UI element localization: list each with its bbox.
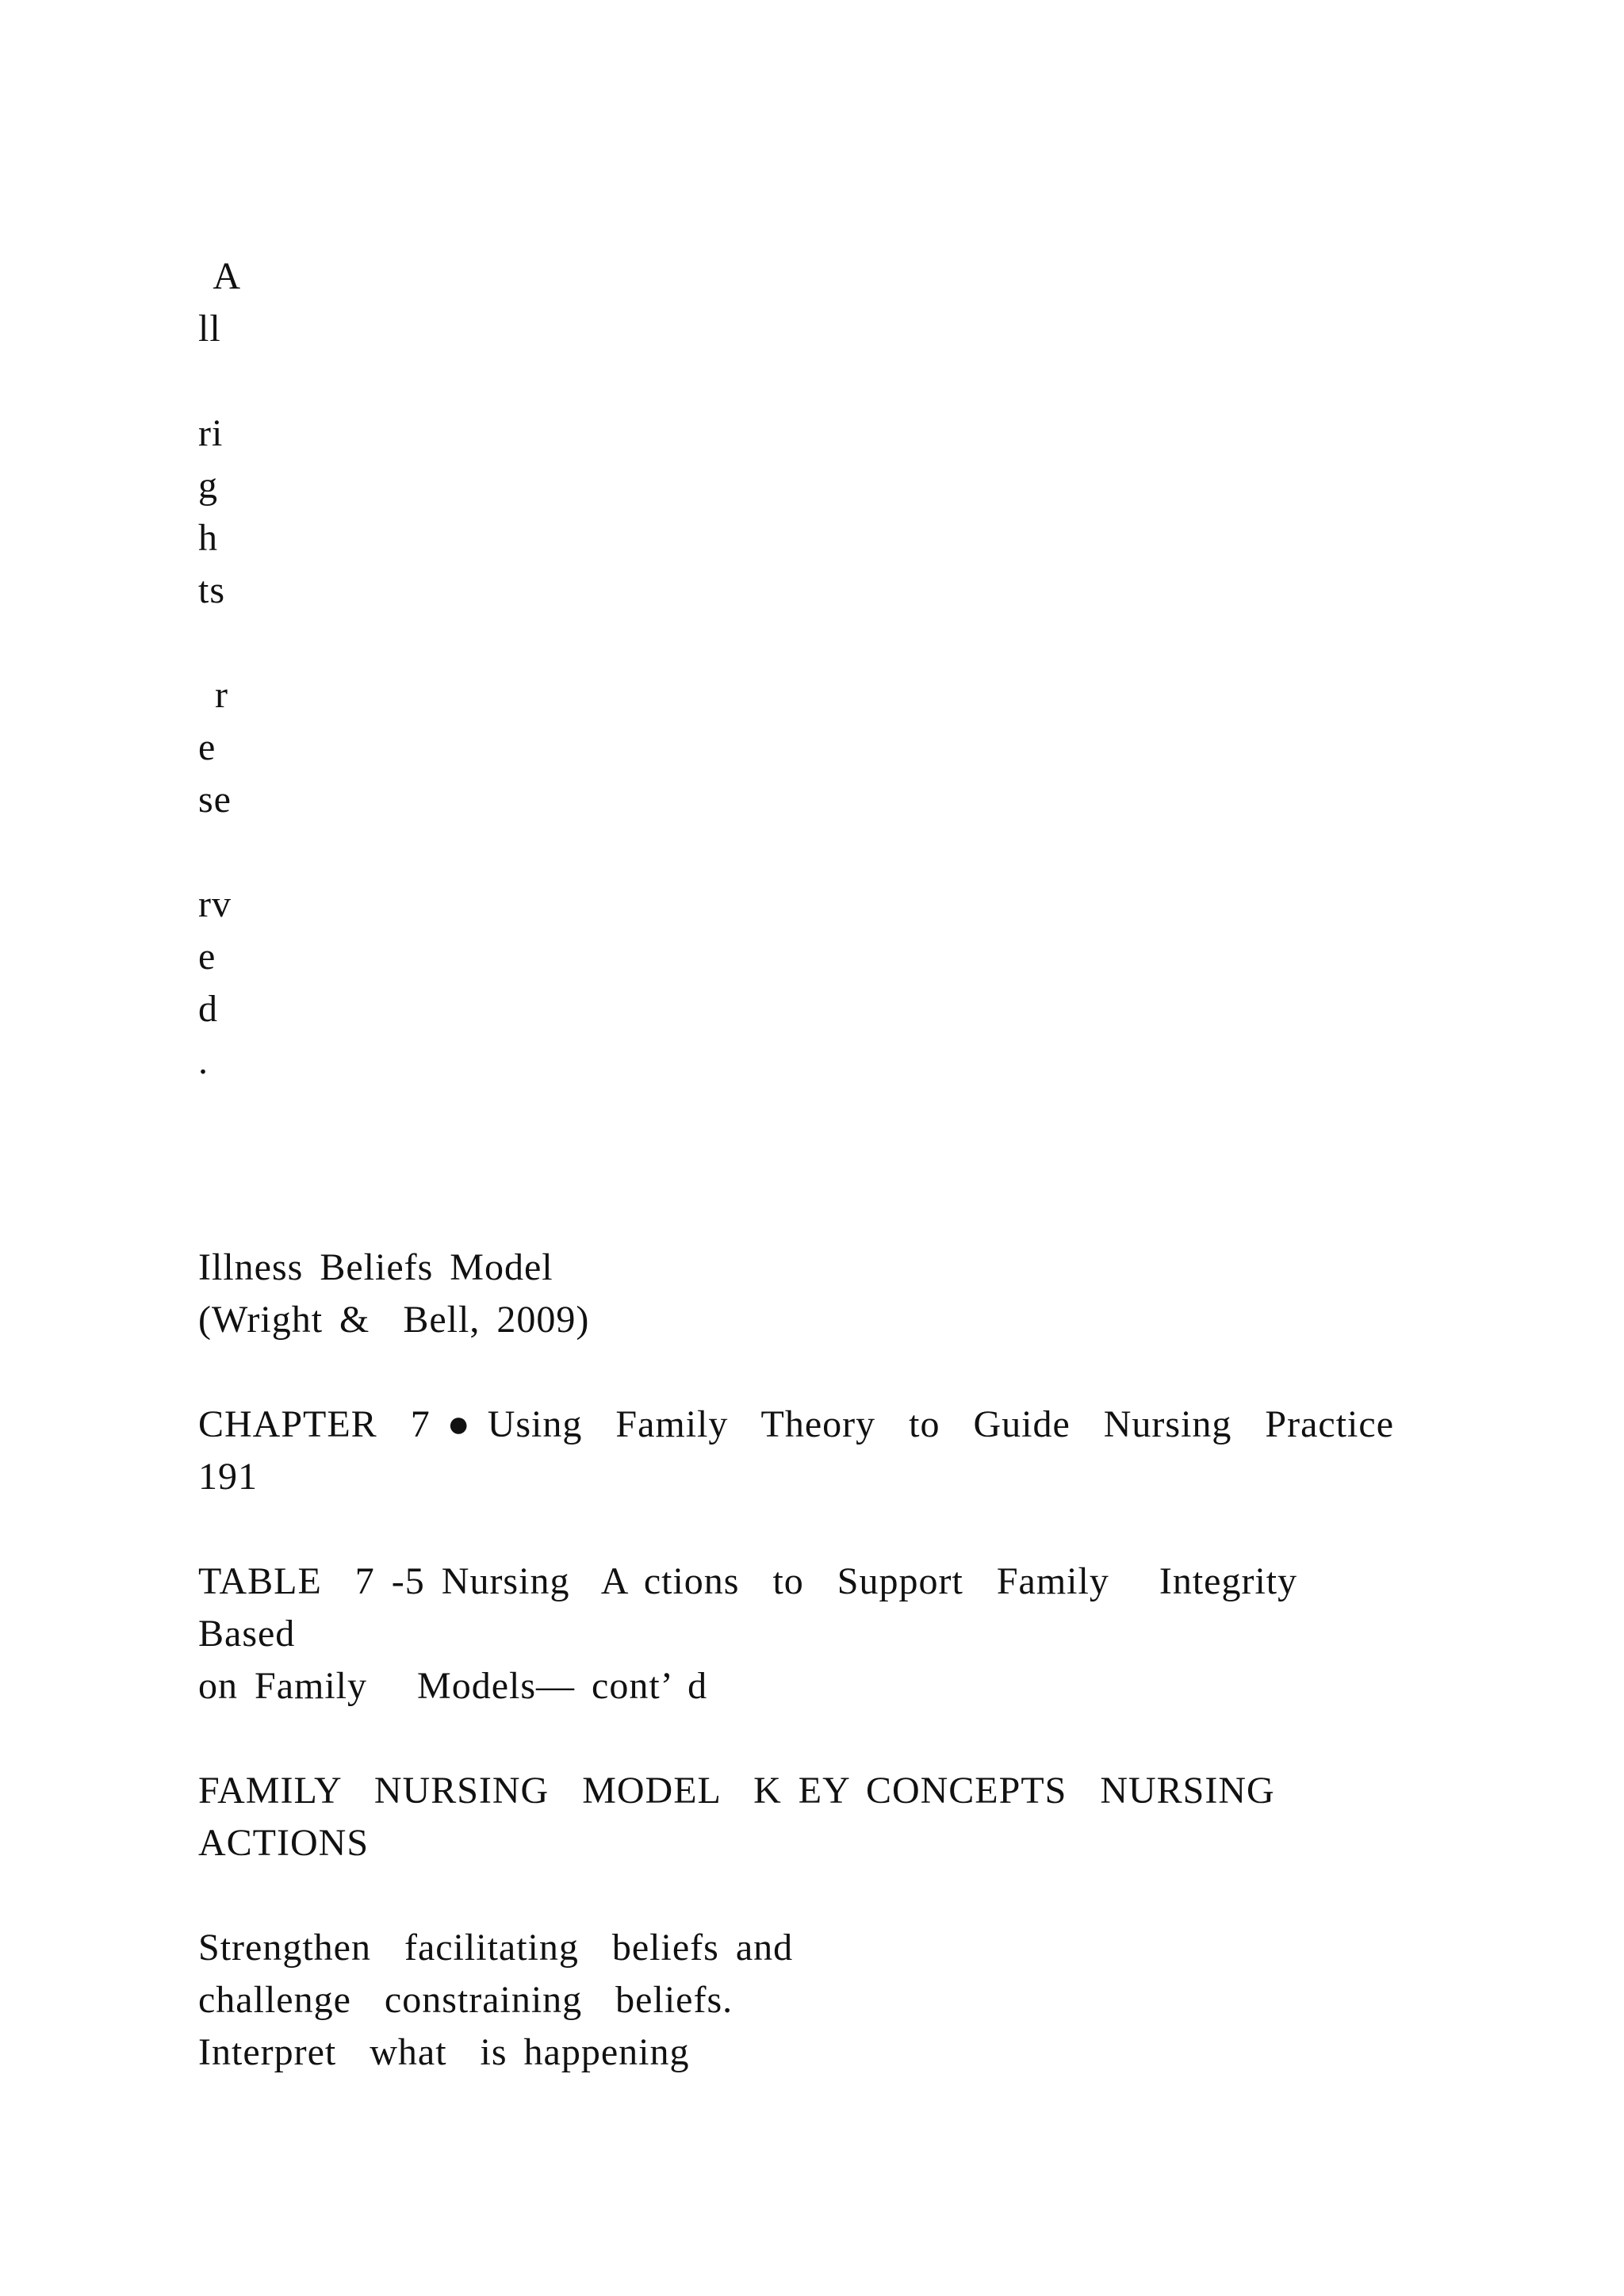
watermark-line: r xyxy=(198,674,228,716)
watermark-line: se xyxy=(198,779,232,821)
table-header-line: FAMILY NURSING MODEL K EY CONCEPTS NURSING xyxy=(198,1770,1275,1812)
page-number: 191 xyxy=(198,1456,258,1498)
table-header-line: ACTIONS xyxy=(198,1822,370,1864)
watermark-line: ts xyxy=(198,569,226,611)
watermark-line: d xyxy=(198,988,218,1030)
watermark-line: ri xyxy=(198,412,224,454)
table-title-line: on Family Models— cont’ d xyxy=(198,1665,708,1707)
model-name: Illness Beliefs Model xyxy=(198,1246,553,1288)
body-text-line: Interpret what is happening xyxy=(198,2031,690,2073)
table-title-line: Based xyxy=(198,1613,296,1655)
watermark-line: A xyxy=(198,255,242,297)
watermark-line: g xyxy=(198,465,218,507)
watermark-line: ll xyxy=(198,308,221,350)
model-citation: (Wright & Bell, 2009) xyxy=(198,1299,590,1341)
watermark-line: . xyxy=(198,1040,209,1082)
body-text-line: challenge constraining beliefs. xyxy=(198,1979,733,2021)
watermark-line: h xyxy=(198,517,218,559)
watermark-line: e xyxy=(198,726,216,768)
watermark-line: e xyxy=(198,936,216,978)
table-title-line: TABLE 7 -5 Nursing A ctions to Support Family Integrity xyxy=(198,1560,1298,1602)
chapter-header: CHAPTER 7 ● Using Family Theory to Guide Nursing Practice xyxy=(198,1403,1394,1445)
watermark-line: rv xyxy=(198,883,232,925)
body-text-line: Strengthen facilitating beliefs and xyxy=(198,1927,794,1969)
